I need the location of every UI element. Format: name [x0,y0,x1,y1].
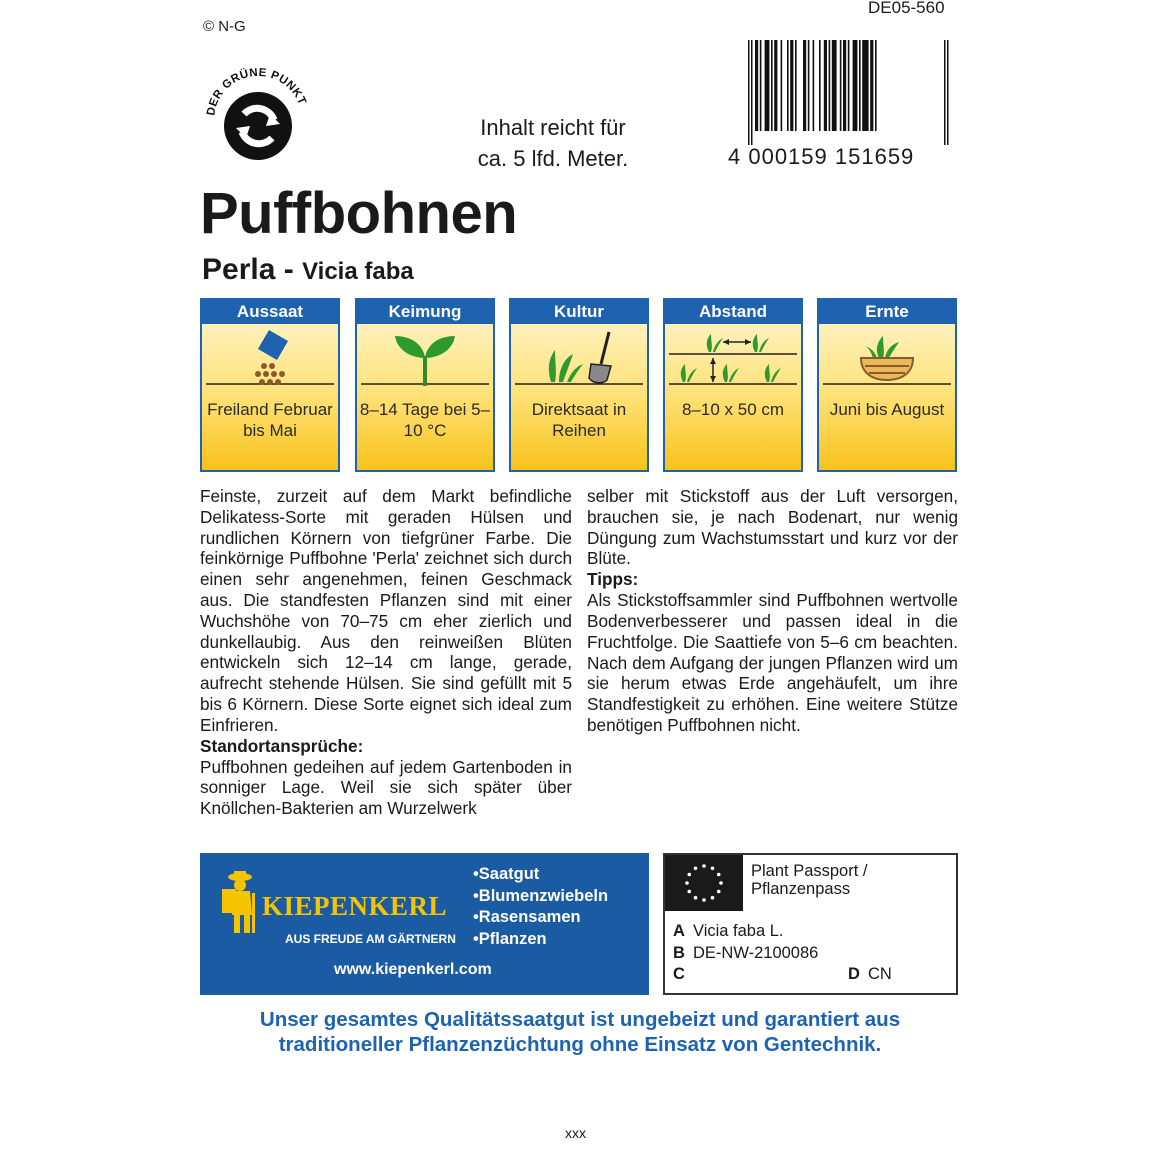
brand-name: KIEPENKERL [262,891,448,921]
passport-title-line1: Plant Passport / [751,862,868,880]
passport-row-a [673,921,953,943]
footer-line2: traditioneller Pflanzenzüchtung ohne Einsatz von Gentechnik. [278,1033,882,1056]
passport-value: CN [868,965,892,983]
passport-row-c [673,964,953,986]
barcode [728,40,958,180]
gruener-punkt-logo [200,62,316,178]
description-column-right [587,486,958,736]
description-intro: Feinste, zurzeit auf dem Markt befindliche Delikatess-Sorte mit geraden Hülsen und rundlichen Körnern von tiefgrüner Farbe. Die feinkörnige Puffbohne 'Perla' zeichnet sich durch einen sehr angenehmen, feinen Geschmack aus. Die standfesten Pflanzen sind mit einer Wuchshöhe von 70–75 cm eher zierlich und dunkellaubig. Aus den reinweißen Blüten entwickeln sich 12–14 cm lange, gerade, aufrecht stehende Hülsen. Sie sind gefüllt mit 5 bis 6 Körnern. Diese Sorte eignet sich ideal zum Einfrieren. [200,486,572,735]
info-box-abstand [663,298,803,472]
site-heading: Standortansprüche: [200,735,364,756]
subtitle-separator: - [283,253,294,286]
passport-rows [673,921,953,986]
info-box-text: 8–14 Tage bei 5–10 °C [359,400,491,440]
spacing-icon [669,328,797,390]
content-note [440,112,666,174]
passport-row-b [673,943,953,965]
barcode-number: 4 000159 151659 [728,144,915,169]
kiepenkerl-figure-icon [218,869,262,937]
brand-product-item: • Saatgut [473,864,608,886]
brand-product-item: • Blumenzwiebeln [473,886,608,908]
passport-label: B [673,943,685,962]
info-box-aussaat [200,298,340,472]
brand-product-item: • Pflanzen [473,929,608,951]
passport-value: DE-NW-2100086 [693,943,819,962]
logo-text: DER GRÜNE PUNKT [205,66,308,117]
site-text-continued: selber mit Stickstoff aus der Luft versorgen, brauchen sie, je nach Bodenart, nur wenig Düngung zum Wachstumsstart und kurz vor der Blüte. [587,486,958,569]
brand-url[interactable]: www.kiepenkerl.com [334,961,492,978]
passport-value: Vicia faba L. [693,922,784,940]
passport-row-d [848,964,892,986]
product-title: Puffbohnen [200,181,518,246]
passport-label: D [848,965,860,983]
site-text: Puffbohnen gedeihen auf jedem Gartenboden in sonniger Lage. Weil sie sich später über Knöllchen-Bakterien am Wurzelwerk [200,756,572,819]
seedling-icon [361,328,489,390]
passport-label: A [673,922,685,940]
info-box-keimung [355,298,495,472]
sowing-icon [206,328,334,390]
info-box-text: 8–10 x 50 cm [681,400,785,419]
article-code: DE05-560 [868,0,945,17]
product-subtitle [202,253,414,287]
info-boxes [200,298,960,474]
plant-passport [663,853,958,995]
passport-title-line2: Pflanzenpass [751,880,851,898]
copyright-note: © N-G [203,18,246,35]
info-box-label: Ernte [819,300,955,324]
info-box-text: Juni bis August [829,400,945,419]
small-code: xxx [565,1125,586,1141]
info-box-kultur [509,298,649,472]
info-box-label: Keimung [357,300,493,324]
footer-line1: Unser gesamtes Qualitätssaatgut ist ungebeizt und garantiert aus [259,1008,901,1031]
info-box-label: Aussaat [202,300,338,324]
eu-flag-icon [665,855,743,911]
latin-name: Vicia faba [302,258,414,285]
info-box-text: Freiland Februar bis Mai [207,400,333,440]
harvest-bowl-icon [823,328,951,390]
passport-title [751,862,867,898]
brand-panel [200,853,649,995]
info-box-ernte [817,298,957,472]
spade-plants-icon [515,328,643,390]
brand-product-list [473,864,608,950]
content-note-line2: ca. 5 lfd. Meter. [477,146,629,171]
brand-product-item: • Rasensamen [473,907,608,929]
variety-name: Perla [202,253,276,286]
info-box-label: Kultur [511,300,647,324]
content-note-line1: Inhalt reicht für [480,115,626,140]
tips-heading: Tipps: [587,569,639,590]
brand-slogan: AUS FREUDE AM GÄRTNERN [285,932,456,946]
info-box-label: Abstand [665,300,801,324]
description-column-left [200,486,572,819]
tips-text: Als Stickstoffsammler sind Puffbohnen wertvolle Bodenverbesserer und passen ideal in die Fruchtfolge. Die Saattiefe von 5–6 cm beachten. Nach dem Aufgang der jungen Pflanzen wird um sie herum etwas Erde angehäufelt, um ihre Standfestigkeit zu erhöhen. Eine weitere Stütze benötigen Puffbohnen nicht. [587,590,958,735]
info-box-text: Direktsaat in Reihen [531,400,627,440]
barcode-bars [728,40,958,145]
footer-statement [160,1007,1000,1057]
passport-label: C [673,965,685,983]
